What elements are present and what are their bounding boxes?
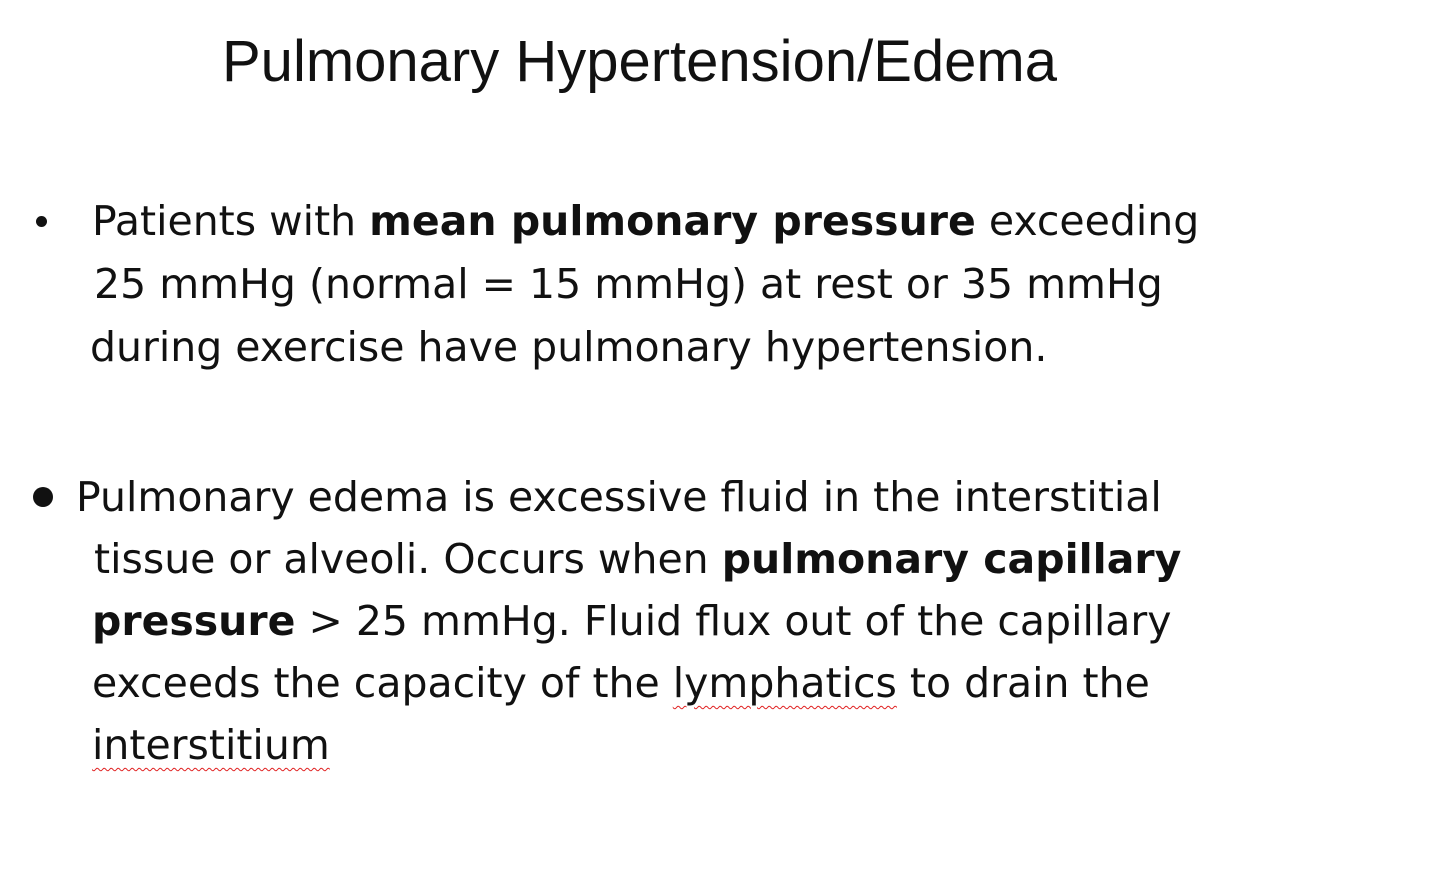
text-run: 25 mmHg (normal = 15 mmHg) at rest or 35 mmHg [94, 260, 1163, 308]
bullet-2-line-3 [92, 590, 1172, 652]
spellcheck-word-interstitium: interstitium [92, 721, 330, 769]
bold-term-pulmonary-capillary: pulmonary capillary [721, 535, 1182, 583]
bold-term-pressure: pressure [92, 597, 296, 645]
text-run: Patients with [92, 197, 370, 245]
text-run: exceeds the capacity of the [92, 659, 673, 707]
text-run: to drain the [896, 659, 1150, 707]
text-run: during exercise have pulmonary hypertension. [90, 323, 1048, 371]
spellcheck-word-lymphatics: lymphatics [672, 659, 897, 707]
bullet-2-line-2 [94, 528, 1181, 590]
text-run: Pulmonary edema is excessive fluid in the interstitial [76, 473, 1162, 521]
bold-term-mean-pulmonary-pressure: mean pulmonary pressure [369, 197, 976, 245]
bullet-1-line-2 [94, 253, 1163, 315]
bullet-2-line-4 [92, 652, 1150, 714]
text-run: tissue or alveoli. Occurs when [94, 535, 722, 583]
bullet-pulmonary-edema [0, 466, 1440, 786]
slide-title: Pulmonary Hypertension/Edema [222, 29, 1057, 94]
bullet-1-line-1 [92, 190, 1199, 252]
text-run: exceeding [975, 197, 1200, 245]
bullet-1-line-3 [90, 316, 1047, 378]
text-run: > 25 mmHg. Fluid flux out of the capillary [295, 597, 1172, 645]
bullet-pulmonary-hypertension [0, 190, 1440, 390]
bullet-2-line-5 [92, 714, 330, 776]
bullet-2-line-1 [76, 466, 1162, 528]
